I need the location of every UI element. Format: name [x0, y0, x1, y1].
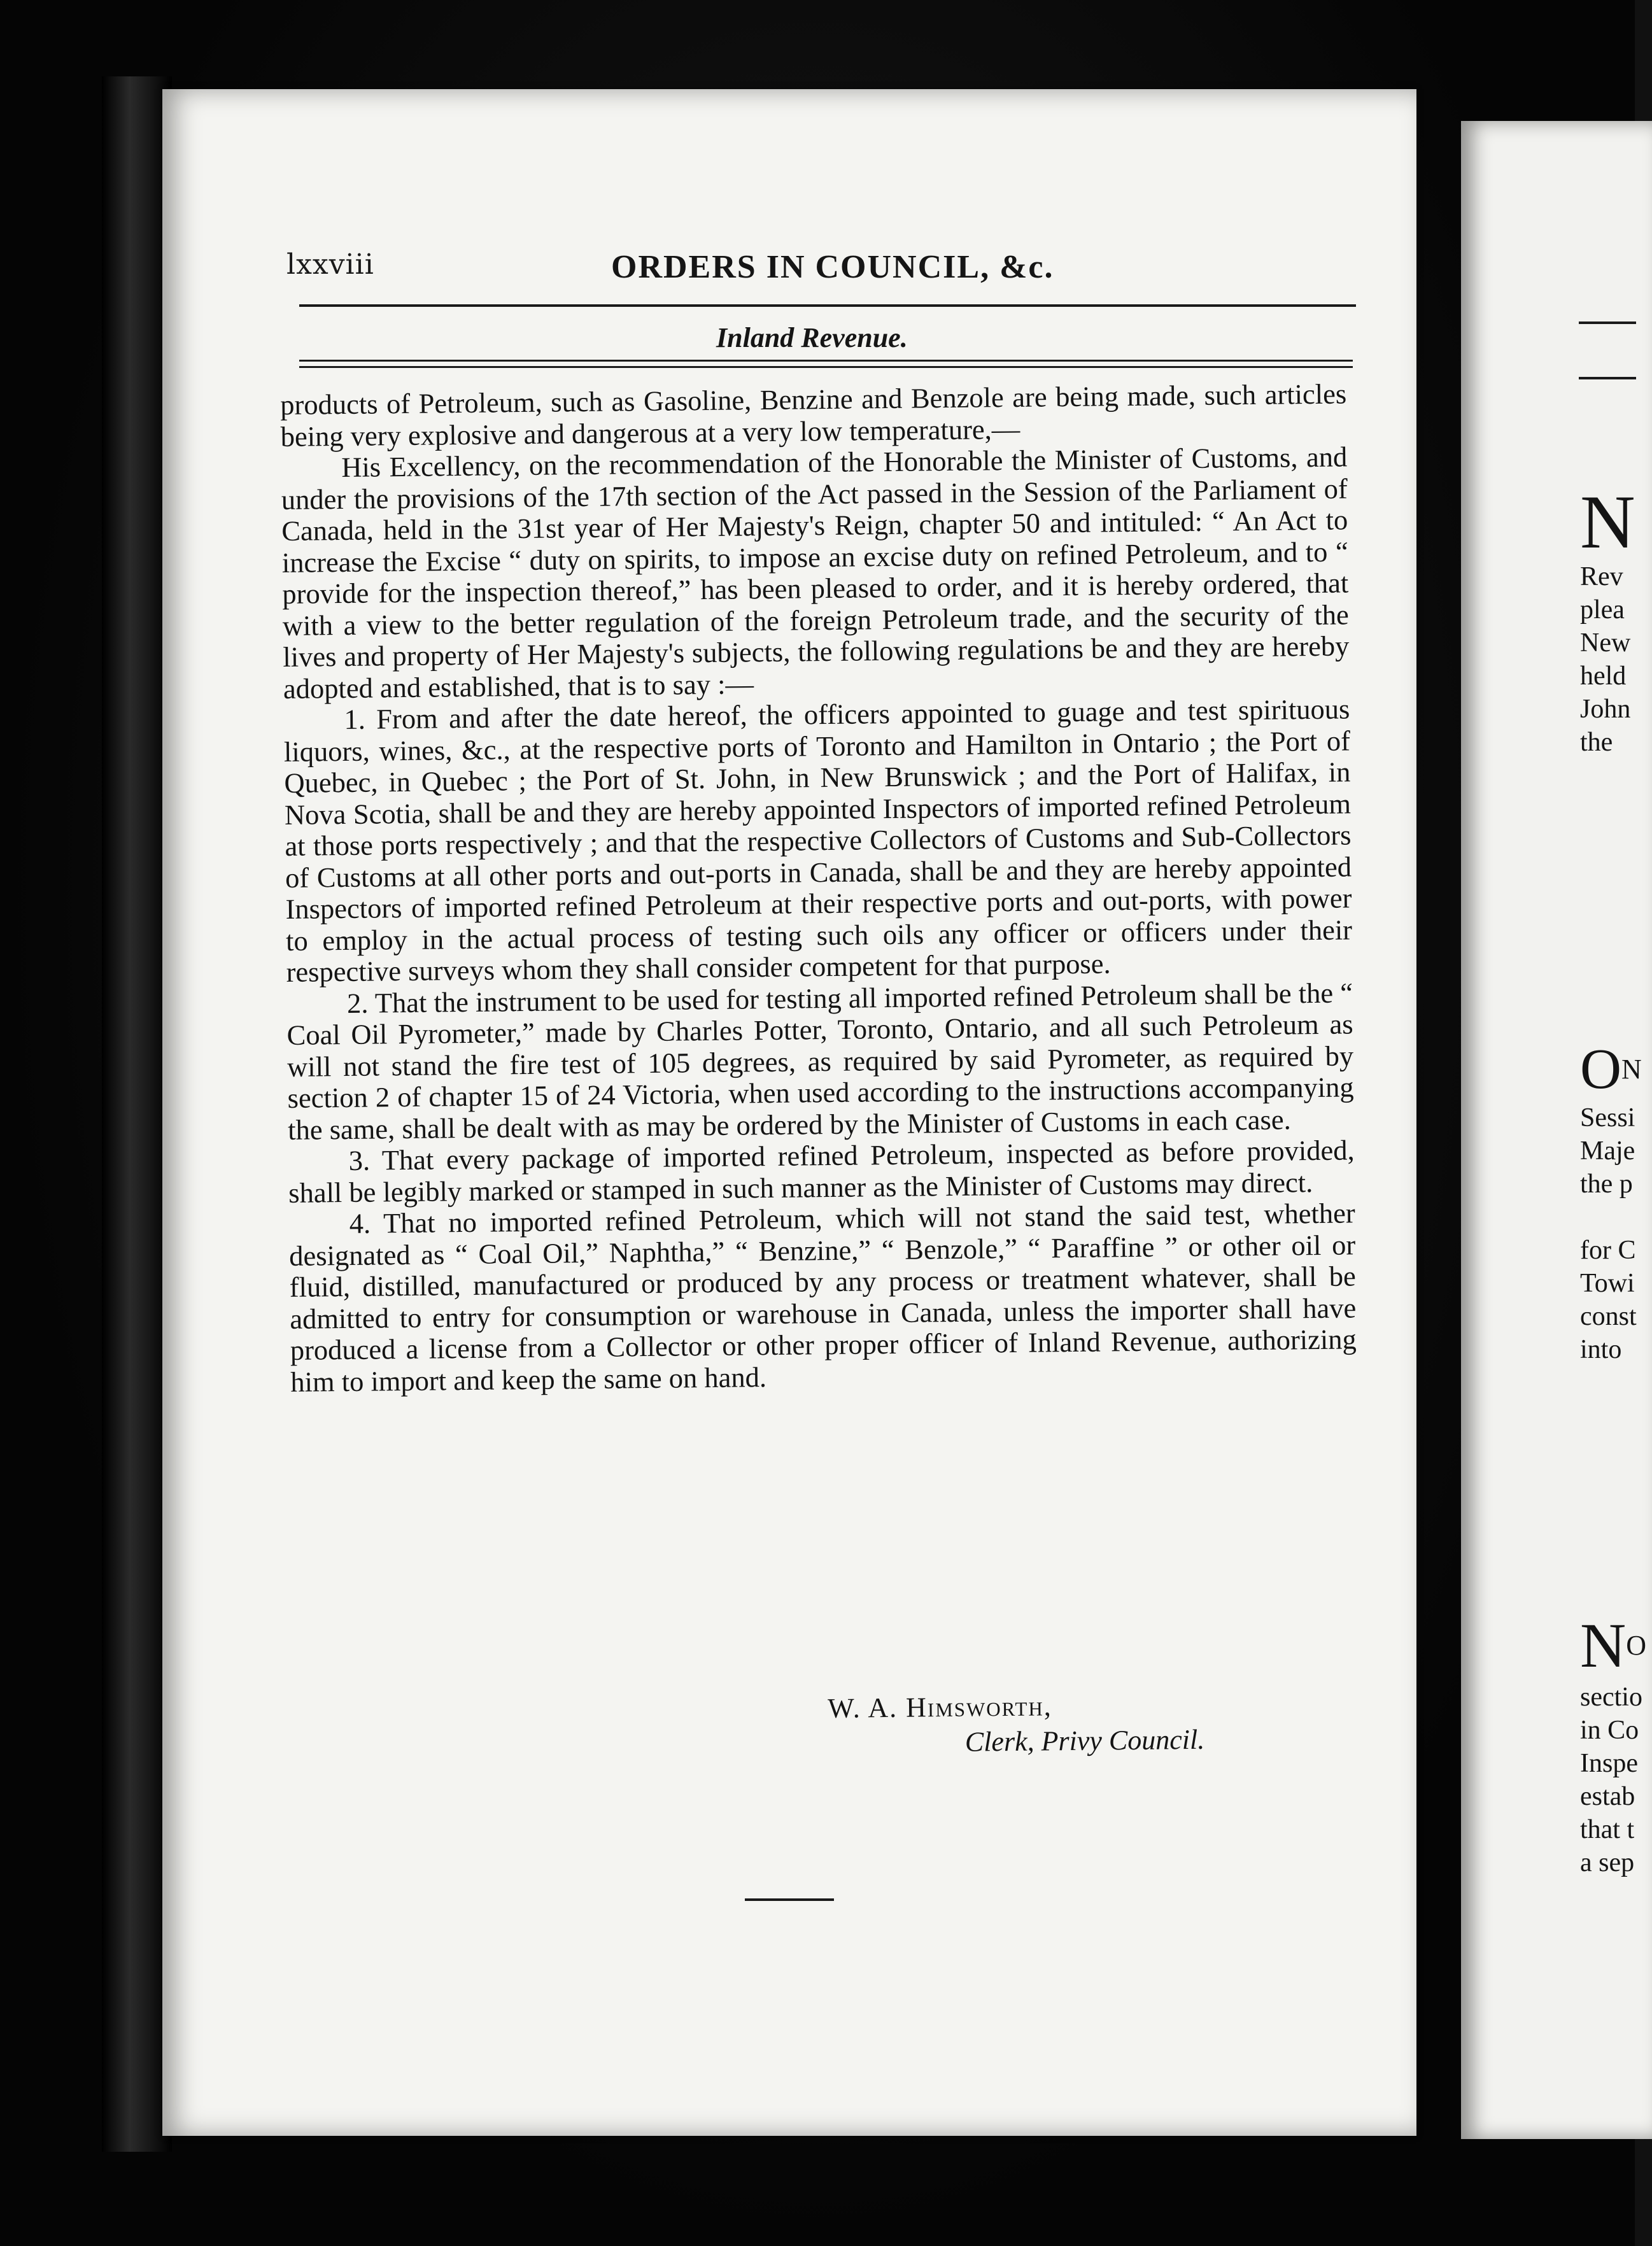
signature-block [828, 1688, 1274, 1760]
facing-block-1 [1580, 479, 1635, 759]
facing-line [1580, 1201, 1642, 1234]
facing-line: Rev [1580, 562, 1623, 591]
paragraph: 4. That no imported refined Petroleum, which will not stand the said test, whether designated as “ Coal Oil,” Naphtha,” “ Benzine,” “ Benzole,” “ Paraffine ” or other oil or fluid, distilled, manufactured or produced by any process or treatment whatever, shall be admitted to entry for consumption or warehouse in Canada, unless the importer shall have produced a license from a Collector or other proper officer of Inland Revenue, authorizing him to import and keep the same on hand. [288, 1197, 1357, 1398]
facing-line: Sessi [1580, 1103, 1635, 1133]
page-number: lxxviii [286, 248, 374, 281]
section-title: Inland Revenue. [716, 322, 908, 353]
drop-initial [1580, 1038, 1642, 1101]
facing-line: into [1580, 1335, 1622, 1364]
book-spine [102, 76, 172, 2152]
facing-line: const [1580, 1302, 1637, 1331]
facing-line: sectio [1580, 1683, 1642, 1712]
facing-line: John [1580, 695, 1631, 724]
facing-line: Towi [1580, 1269, 1635, 1298]
facing-line: a sep [1580, 1848, 1635, 1877]
facing-line: for C [1580, 1236, 1636, 1265]
facing-block-3 [1580, 1611, 1646, 1879]
order-text [280, 378, 1357, 1397]
facing-rule [1579, 321, 1636, 324]
end-rule [745, 1898, 834, 1901]
facing-line: New [1580, 628, 1631, 658]
paragraph: 2. That the instrument to be used for testing all imported refined Petroleum shall be the “ Coal Oil Pyrometer,” made by Charles Potter, Toronto, Ontario, and all such Petroleum as will not stand the fire test of 105 degrees, as required by said Pyrometer, as required by section 2 of chapter 15 of 24 Victoria, when used according to the instructions accompanying the same, shall be dealt with as may be ordered by the Minister of Customs in each case. [286, 976, 1354, 1146]
signer-name: W. A. Himsworth, [828, 1690, 1053, 1724]
header-rule-top [299, 304, 1356, 307]
page-header [286, 248, 1356, 286]
paragraph: His Excellency, on the recommendation of the Honorable the Minister of Customs, and under the provisions of the 17th section of the Act passed in the Session of the Parliament of Canada, held in the 31st year of Her Majesty's Reign, chapter 50 and intituled: “ An Act to increase the Excise “ duty on spirits, to impose an excise duty on refined Petroleum, and to “ provide for the inspection thereof,” has been pleased to order, and it is hereby ordered, that with a view to the better regulation of the foreign Petroleum trade, and the security of the lives and property of Her Majesty's subjects, the following regulations be and they are hereby adopted and established, that is to say :— [281, 441, 1350, 705]
header-rule-upper [299, 360, 1353, 362]
drop-initial: N [1580, 479, 1635, 564]
facing-block-2 [1580, 1038, 1642, 1366]
drop-initial-suffix: N [1621, 1054, 1642, 1085]
facing-line: in Co [1580, 1716, 1639, 1745]
paragraph: 3. That every package of imported refined Petroleum, inspected as before provided, shall be legibly marked or stamped in such manner as the Minister of Customs may direct. [288, 1134, 1355, 1209]
paragraph: 1. From and after the date hereof, the officers appointed to guage and test spirituous liquors, wines, &c., at the respective ports of Toronto and Hamilton in Ontario ; the Port of Quebec, in Quebec ; the Port of St. John, in New Brunswick ; and the Port of Halifax, in Nova Scotia, shall be and they are hereby appointed Inspectors of imported refined Petroleum at those ports respectively ; and that the respective Collectors of Customs and Sub-Collectors of Customs at all other ports and out-ports in Canada, shall be and they are hereby appointed Inspectors of imported refined Petroleum at their respective ports and out-ports, with power to employ in the actual process of testing such oils any officer or officers under their respective surveys whom they shall consider competent for that purpose. [283, 693, 1353, 988]
facing-line: the [1580, 728, 1613, 757]
facing-line: Inspe [1580, 1749, 1638, 1778]
facing-rule [1579, 377, 1636, 379]
drop-initial [1580, 1611, 1646, 1681]
header-rule-lower [299, 366, 1353, 368]
facing-line: the p [1580, 1169, 1633, 1199]
drop-initial-letter: N [1580, 1610, 1627, 1681]
facing-line: plea [1580, 595, 1625, 625]
facing-line: that t [1580, 1815, 1635, 1844]
facing-line: estab [1580, 1782, 1635, 1811]
signer-title: Clerk, Privy Council. [964, 1723, 1205, 1758]
running-title: ORDERS IN COUNCIL, &c. [611, 249, 1054, 285]
paragraph: products of Petroleum, such as Gasoline, Benzine and Benzole are being made, such articles being very explosive and dangerous at a very low temperature,— [279, 378, 1347, 453]
drop-initial-suffix: O [1626, 1630, 1646, 1661]
facing-line: Maje [1580, 1136, 1635, 1166]
facing-line: held [1580, 661, 1627, 691]
drop-initial-letter: O [1580, 1038, 1621, 1101]
